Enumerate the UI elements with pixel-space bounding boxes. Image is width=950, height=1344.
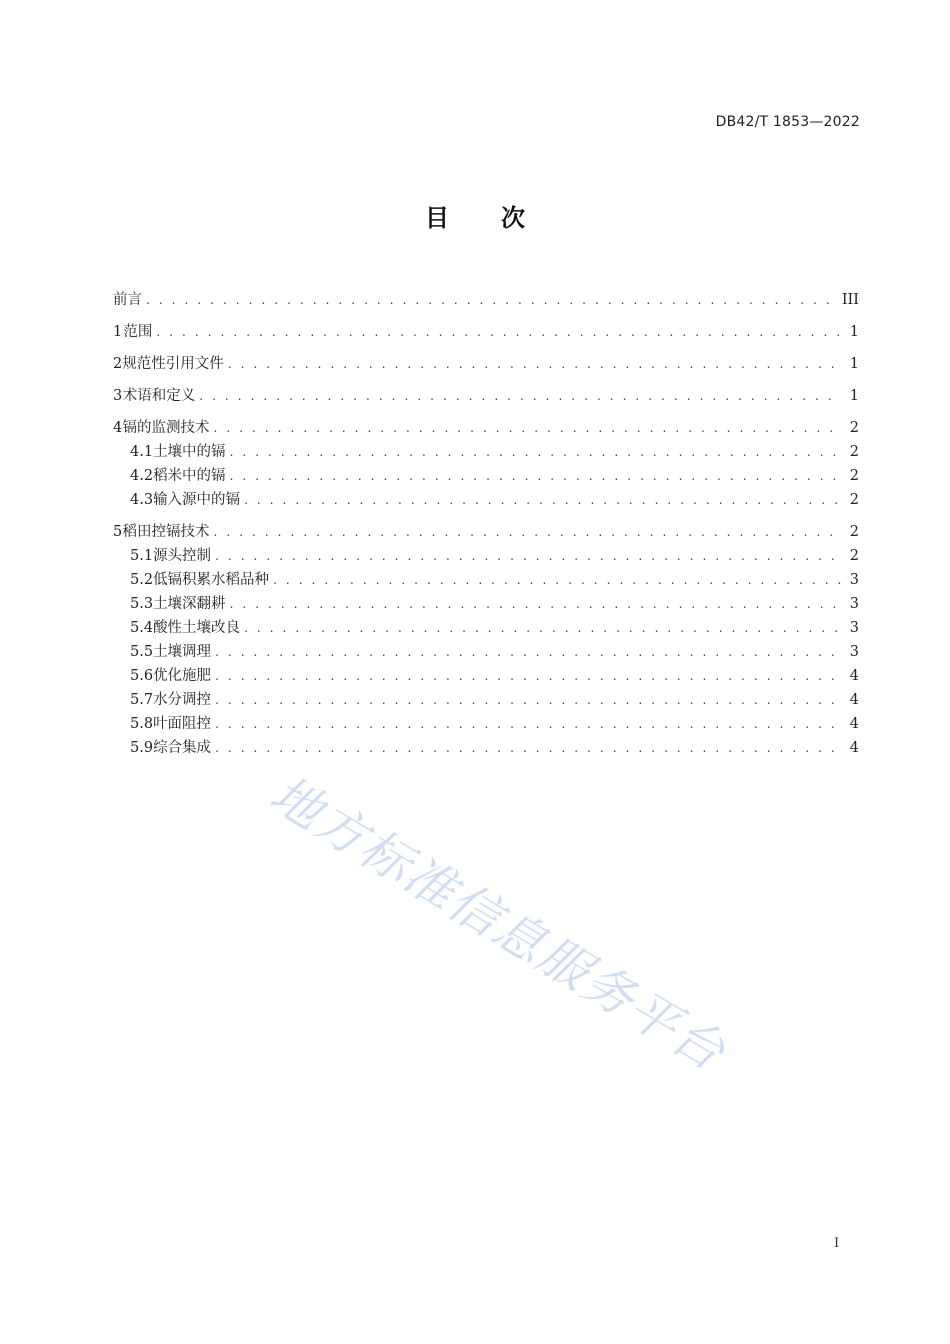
toc-entry[interactable] [113,736,859,760]
toc-entry[interactable] [113,544,859,568]
toc-entry[interactable] [113,664,859,688]
toc-entry[interactable] [113,440,859,464]
toc-entry[interactable] [113,320,859,344]
toc-entry-page: 4 [849,740,859,756]
toc-entry-number: 5.9 [130,740,154,756]
toc-entry[interactable] [113,464,859,488]
toc-entry-page: 2 [849,492,859,508]
toc-dot-leader [215,688,841,712]
toc-entry[interactable] [113,640,859,664]
toc-entry-title: 水分调控 [153,692,212,708]
toc-dot-leader [156,320,841,344]
toc-entry-page: 1 [849,356,859,372]
toc-entry-page: 4 [849,716,859,732]
watermark: 地方标准信息服务平台 [260,764,736,1083]
toc-entry-title: 范围 [123,324,153,340]
toc-entry-title: 术语和定义 [122,388,196,404]
page-title [0,198,950,233]
toc-entry-title: 源头控制 [153,548,212,564]
toc-entry[interactable] [113,688,859,712]
toc-entry-number: 1 [113,324,123,340]
document-code: DB42/T 1853—2022 [715,114,860,130]
toc-entry-title: 综合集成 [153,740,212,756]
toc-entry-number: 3 [113,388,123,404]
toc-dot-leader [273,568,841,592]
toc-entry-title: 镉的监测技术 [122,420,210,436]
toc-entry-number: 4.1 [130,444,154,460]
toc-entry-number: 5.8 [130,716,154,732]
toc-dot-leader [230,592,841,616]
toc-entry-title: 输入源中的镉 [153,492,241,508]
toc-entry-title: 稻田控镉技术 [122,524,210,540]
toc-entry-title: 土壤调理 [153,644,212,660]
toc-entry-title: 规范性引用文件 [122,356,224,372]
toc-dot-leader [230,440,841,464]
toc-entry-number: 2 [113,356,123,372]
toc-entry-page: 4 [849,668,859,684]
toc-dot-leader [199,384,841,408]
toc-entry-number: 5.7 [130,692,154,708]
toc-entry-title: 优化施肥 [153,668,212,684]
toc-entry-number: 4 [113,420,123,436]
toc-entry[interactable] [113,712,859,736]
toc-dot-leader [215,736,841,760]
toc-entry-number: 5.4 [130,620,154,636]
toc-entry-number: 5 [113,524,123,540]
toc-entry-title: 前言 [113,292,142,308]
toc-dot-leader [244,488,841,512]
toc-dot-leader [230,464,841,488]
toc-entry[interactable] [113,520,859,544]
page-title-part-1: 目 [425,204,449,232]
toc-dot-leader [244,616,841,640]
toc-dot-leader [215,544,841,568]
toc-entry[interactable] [113,488,859,512]
page-title-part-2: 次 [501,204,525,232]
page-number: I [834,1236,840,1251]
toc-entry[interactable] [113,352,859,376]
toc-dot-leader [146,288,838,312]
toc-entry-page: 2 [849,468,859,484]
toc-entry-title: 酸性土壤改良 [153,620,241,636]
toc-dot-leader [214,520,841,544]
toc-entry-number: 4.2 [130,468,154,484]
toc-entry-page: III [841,292,859,308]
toc-entry-number: 5.6 [130,668,154,684]
toc-entry-page: 4 [849,692,859,708]
toc-dot-leader [215,640,841,664]
toc-entry-page: 2 [849,444,859,460]
toc-entry-title: 土壤中的镉 [153,444,226,460]
toc-entry-page: 3 [849,644,859,660]
toc-entry-title: 土壤深翻耕 [153,596,226,612]
toc-entry-number: 5.5 [130,644,154,660]
toc-entry-page: 2 [849,548,859,564]
toc-entry[interactable] [113,592,859,616]
toc-entry-page: 2 [849,420,859,436]
toc-entry-page: 1 [849,388,859,404]
toc-entry[interactable] [113,616,859,640]
toc-dot-leader [215,712,841,736]
table-of-contents [113,288,859,760]
toc-entry[interactable] [113,416,859,440]
toc-entry[interactable] [113,288,859,312]
toc-entry-page: 1 [849,324,859,340]
toc-entry-title: 稻米中的镉 [153,468,226,484]
toc-entry[interactable] [113,384,859,408]
toc-dot-leader [215,664,841,688]
toc-entry-page: 3 [849,620,859,636]
toc-entry-number: 5.3 [130,596,154,612]
toc-entry[interactable] [113,568,859,592]
toc-entry-number: 4.3 [130,492,154,508]
toc-entry-title: 叶面阻控 [153,716,212,732]
toc-entry-page: 2 [849,524,859,540]
toc-dot-leader [214,416,841,440]
toc-dot-leader [228,352,841,376]
toc-entry-page: 3 [849,572,859,588]
toc-entry-title: 低镉积累水稻品种 [153,572,270,588]
toc-entry-page: 3 [849,596,859,612]
toc-entry-number: 5.2 [130,572,154,588]
toc-entry-number: 5.1 [130,548,154,564]
